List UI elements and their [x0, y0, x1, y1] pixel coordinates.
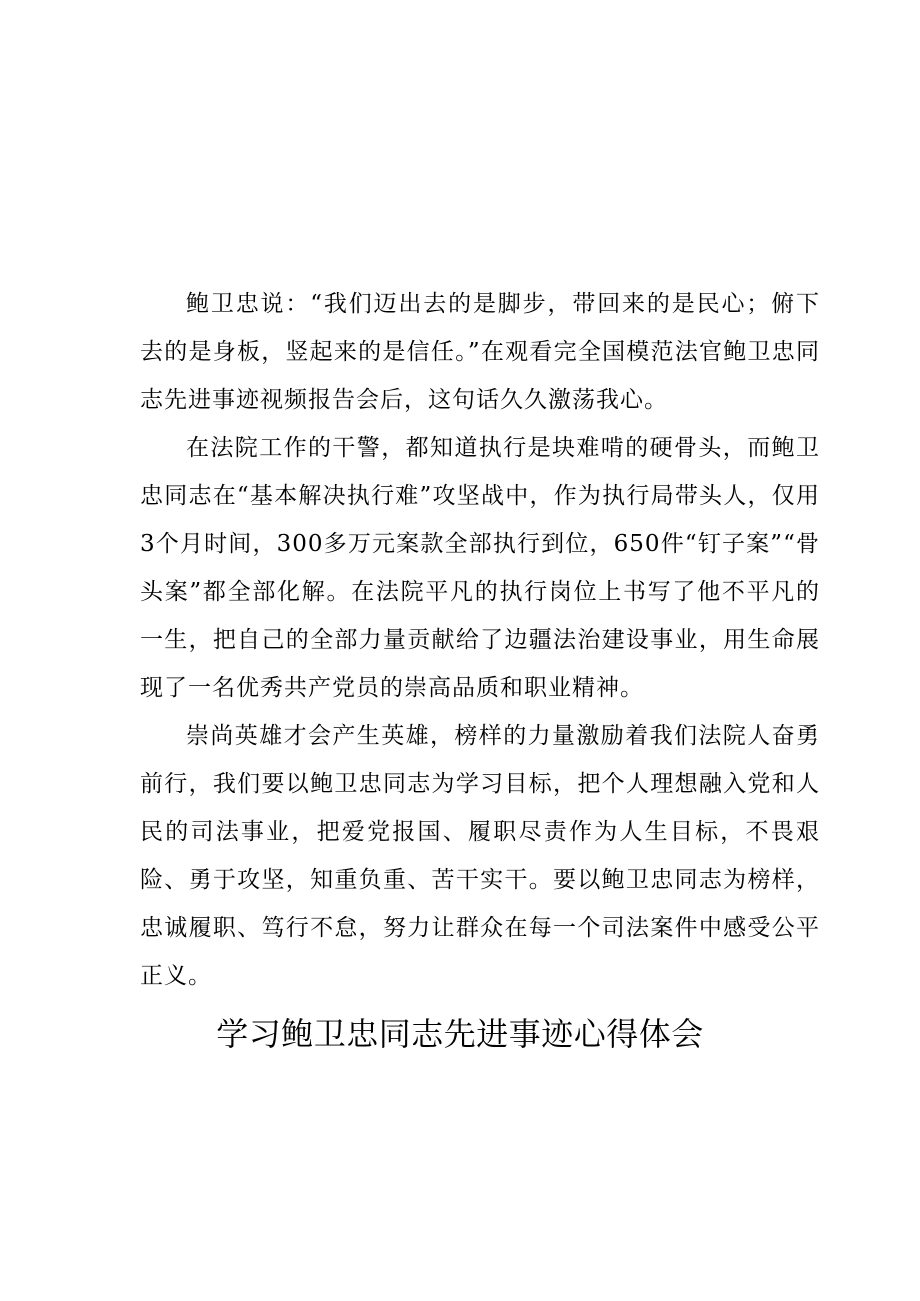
paragraph-1: 鲍卫忠说：“我们迈出去的是脚步，带回来的是民心；俯下去的是身板，竖起来的是信任。”在观看完全国模范法官鲍卫忠同志先进事迹视频报告会后，这句话久久激荡我心。: [140, 291, 820, 413]
paragraph-3: 崇尚英雄才会产生英雄，榜样的力量激励着我们法院人奋勇前行，我们要以鲍卫忠同志为学习目标，把个人理想融入党和人民的司法事业，把爱党报国、履职尽责作为人生目标，不畏艰险、勇于攻坚，知重负重、苦干实干。要以鲍卫忠同志为榜样，忠诚履职、笃行不怠，努力让群众在每一个司法案件中感受公平正义。: [140, 723, 820, 989]
article-body: [140, 280, 820, 1000]
next-article-title: 学习鲍卫忠同志先进事迹心得体会: [216, 1015, 704, 1053]
paragraph-2: 在法院工作的干警，都知道执行是块难啃的硬骨头，而鲍卫忠同志在“基本解决执行难”攻坚战中，作为执行局带头人，仅用3个月时间，300多万元案款全部执行到位，650件“钉子案”“骨头案”都全部化解。在法院平凡的执行岗位上书写了他不平凡的一生，把自己的全部力量贡献给了边疆法治建设事业，用生命展现了一名优秀共产党员的崇高品质和职业精神。: [140, 435, 820, 701]
